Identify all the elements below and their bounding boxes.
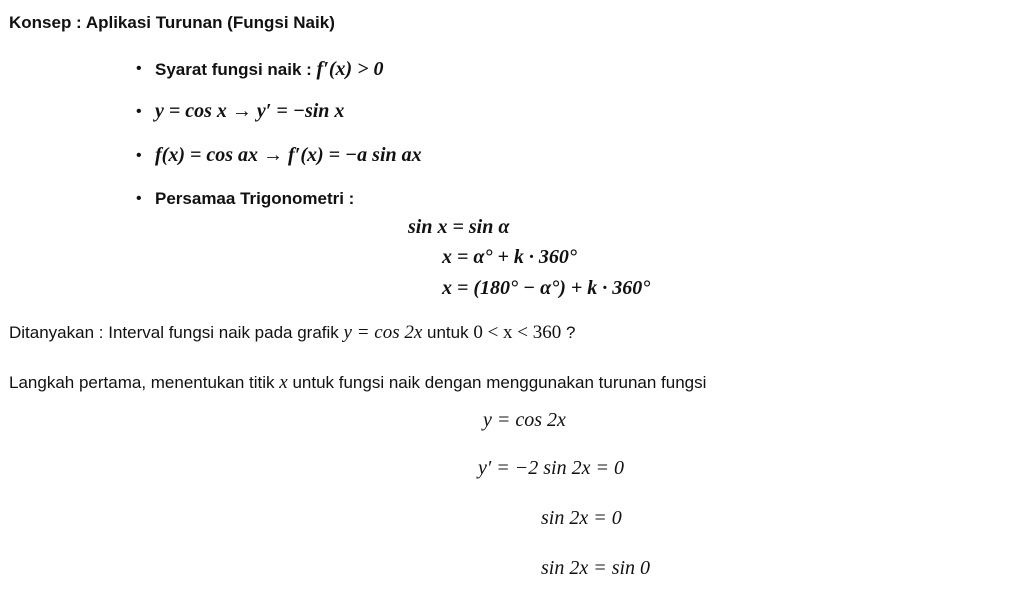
derivation-line: sin 2x = 0 bbox=[541, 507, 622, 529]
question-middle: untuk bbox=[422, 323, 474, 342]
bullet-dot: • bbox=[136, 147, 142, 164]
concept-title: Konsep : Aplikasi Turunan (Fungsi Naik) bbox=[9, 13, 335, 32]
step1-line bbox=[9, 372, 706, 394]
question-line bbox=[9, 322, 575, 344]
trig-line: x = α° + k · 360° bbox=[442, 246, 577, 268]
derivation-line: y = cos 2x bbox=[483, 409, 566, 431]
step1-prefix: Langkah pertama, menentukan titik bbox=[9, 373, 280, 392]
derivation-line: sin 2x = sin 0 bbox=[541, 557, 651, 579]
bullet-dot: • bbox=[136, 60, 142, 77]
derivation-line: y′ = −2 sin 2x = 0 bbox=[478, 457, 624, 479]
condition-label: Syarat fungsi naik : bbox=[155, 60, 317, 79]
question-function: y = cos 2x bbox=[343, 322, 423, 343]
question-suffix: ? bbox=[561, 323, 576, 342]
bullet-dot: • bbox=[136, 103, 142, 120]
bullet-condition bbox=[155, 58, 384, 81]
step1-var: x bbox=[279, 372, 288, 393]
condition-math: f′(x) > 0 bbox=[316, 58, 384, 80]
question-range: 0 < x < 360 bbox=[473, 322, 562, 343]
bullet-dot: • bbox=[136, 190, 142, 207]
trig-equation-label: Persamaa Trigonometri : bbox=[155, 189, 355, 208]
trig-line: sin x = sin α bbox=[408, 216, 510, 238]
question-prefix: Ditanyakan : Interval fungsi naik pada grafik bbox=[9, 323, 344, 342]
cos-ax-derivative-formula: f(x) = cos ax → f′(x) = −a sin ax bbox=[155, 144, 422, 166]
step1-suffix: untuk fungsi naik dengan menggunakan turunan fungsi bbox=[287, 373, 707, 392]
trig-line: x = (180° − α°) + k · 360° bbox=[442, 277, 651, 299]
cos-derivative-formula: y = cos x → y′ = −sin x bbox=[155, 100, 345, 122]
